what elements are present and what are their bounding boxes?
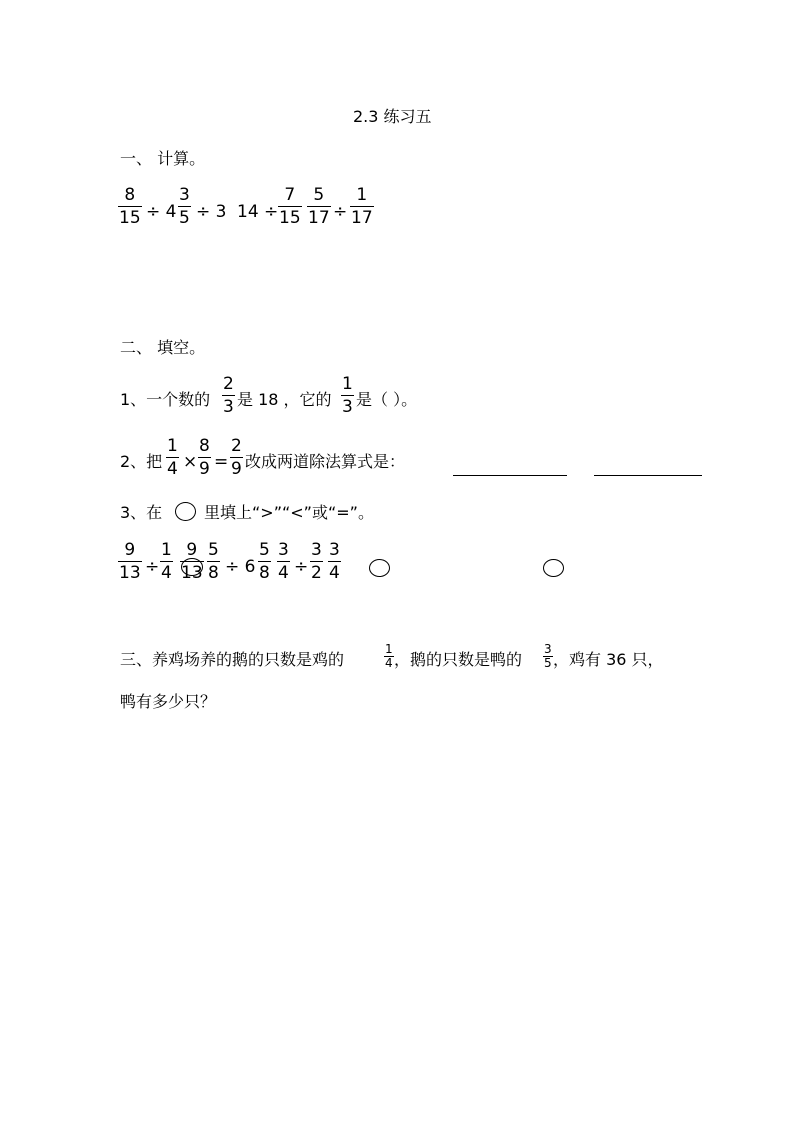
fraction — [310, 540, 323, 583]
numerator: 1 — [161, 540, 172, 560]
compare-circle — [175, 502, 196, 521]
fraction — [178, 185, 191, 228]
denominator: 4 — [278, 563, 289, 583]
fraction — [160, 540, 173, 583]
denominator: 17 — [351, 208, 373, 228]
times-sign: × — [183, 452, 198, 472]
numerator: 1 — [342, 374, 353, 394]
denominator: 4 — [167, 459, 178, 479]
numerator: 5 — [313, 185, 325, 205]
numerator: 2 — [223, 374, 234, 394]
q2-prefix: 2、把 — [120, 452, 163, 471]
numerator: 1 — [356, 185, 368, 205]
fraction — [207, 540, 220, 583]
answer-blank[interactable] — [453, 475, 567, 476]
denominator: 3 — [342, 397, 353, 417]
denominator: 2 — [311, 563, 322, 583]
numerator: 2 — [231, 436, 242, 456]
fraction — [258, 540, 271, 583]
q3-prefix: 3、在 — [120, 503, 163, 522]
numerator: 5 — [208, 540, 219, 560]
section1-heading: 一、 计算。 — [120, 149, 206, 168]
numerator: 7 — [284, 185, 296, 205]
fraction — [222, 374, 235, 417]
q3-suffix: 里填上“>”“<”或“=”。 — [204, 503, 374, 522]
fraction — [350, 185, 374, 228]
numerator: 3 — [311, 540, 322, 560]
denominator: 5 — [179, 208, 190, 228]
fraction — [384, 643, 394, 670]
denominator: 13 — [119, 563, 141, 583]
numerator: 5 — [259, 540, 270, 560]
fraction — [230, 436, 243, 479]
compare-circle[interactable] — [369, 559, 390, 577]
fraction — [328, 540, 341, 583]
q2-suffix: 改成两道除法算式是： — [245, 452, 406, 471]
operator: ÷ — [145, 557, 160, 577]
numerator: 3 — [544, 642, 552, 656]
q1-middle: 是 18 ，它的 — [237, 390, 332, 409]
numerator: 1 — [385, 642, 393, 656]
problem-text: ，鸡有 36 只， — [553, 650, 664, 669]
denominator: 15 — [279, 208, 301, 228]
denominator: 9 — [231, 459, 242, 479]
numerator: 9 — [124, 540, 136, 560]
numerator: 3 — [329, 540, 340, 560]
numerator: 9 — [186, 540, 198, 560]
operator: 14 ÷ — [237, 202, 279, 222]
fraction — [277, 540, 290, 583]
problem-text: ，鹅的只数是鸭的 — [394, 650, 523, 669]
fraction — [307, 185, 331, 228]
denominator: 13 — [181, 563, 203, 583]
compare-circle[interactable] — [543, 559, 564, 577]
operator: ÷ 4 — [146, 202, 177, 222]
equals-sign: = — [214, 452, 229, 472]
numerator: 3 — [278, 540, 289, 560]
denominator: 3 — [223, 397, 234, 417]
denominator: 17 — [308, 208, 330, 228]
denominator: 9 — [199, 459, 210, 479]
operator: ÷ 3 — [196, 202, 227, 222]
section2-heading: 二、 填空。 — [120, 338, 206, 357]
fraction — [198, 436, 211, 479]
denominator: 8 — [259, 563, 270, 583]
numerator: 3 — [179, 185, 190, 205]
fraction — [341, 374, 354, 417]
denominator: 5 — [544, 656, 552, 670]
numerator: 8 — [124, 185, 136, 205]
numerator: 8 — [199, 436, 210, 456]
operator: ÷ — [333, 202, 348, 222]
compare-circle[interactable] — [181, 558, 203, 576]
fraction — [118, 540, 142, 583]
q1-prefix: 1、一个数的 — [120, 390, 211, 409]
denominator: 15 — [119, 208, 141, 228]
fraction — [543, 643, 553, 670]
page-title: 2.3 练习五 — [353, 107, 432, 126]
denominator: 8 — [208, 563, 219, 583]
problem-text: 三、养鸡场养的鹅的只数是鸡的 — [120, 650, 345, 669]
problem-question: 鸭有多少只？ — [120, 692, 217, 711]
fraction — [166, 436, 179, 479]
operator: ÷ 6 — [225, 557, 256, 577]
answer-blank[interactable] — [594, 475, 702, 476]
fraction — [278, 185, 302, 228]
operator: ÷ — [294, 557, 309, 577]
denominator: 4 — [385, 656, 393, 670]
numerator: 1 — [167, 436, 178, 456]
q1-suffix: 是（ ）。 — [356, 390, 418, 409]
denominator: 4 — [329, 563, 340, 583]
fraction — [118, 185, 142, 228]
denominator: 4 — [161, 563, 172, 583]
